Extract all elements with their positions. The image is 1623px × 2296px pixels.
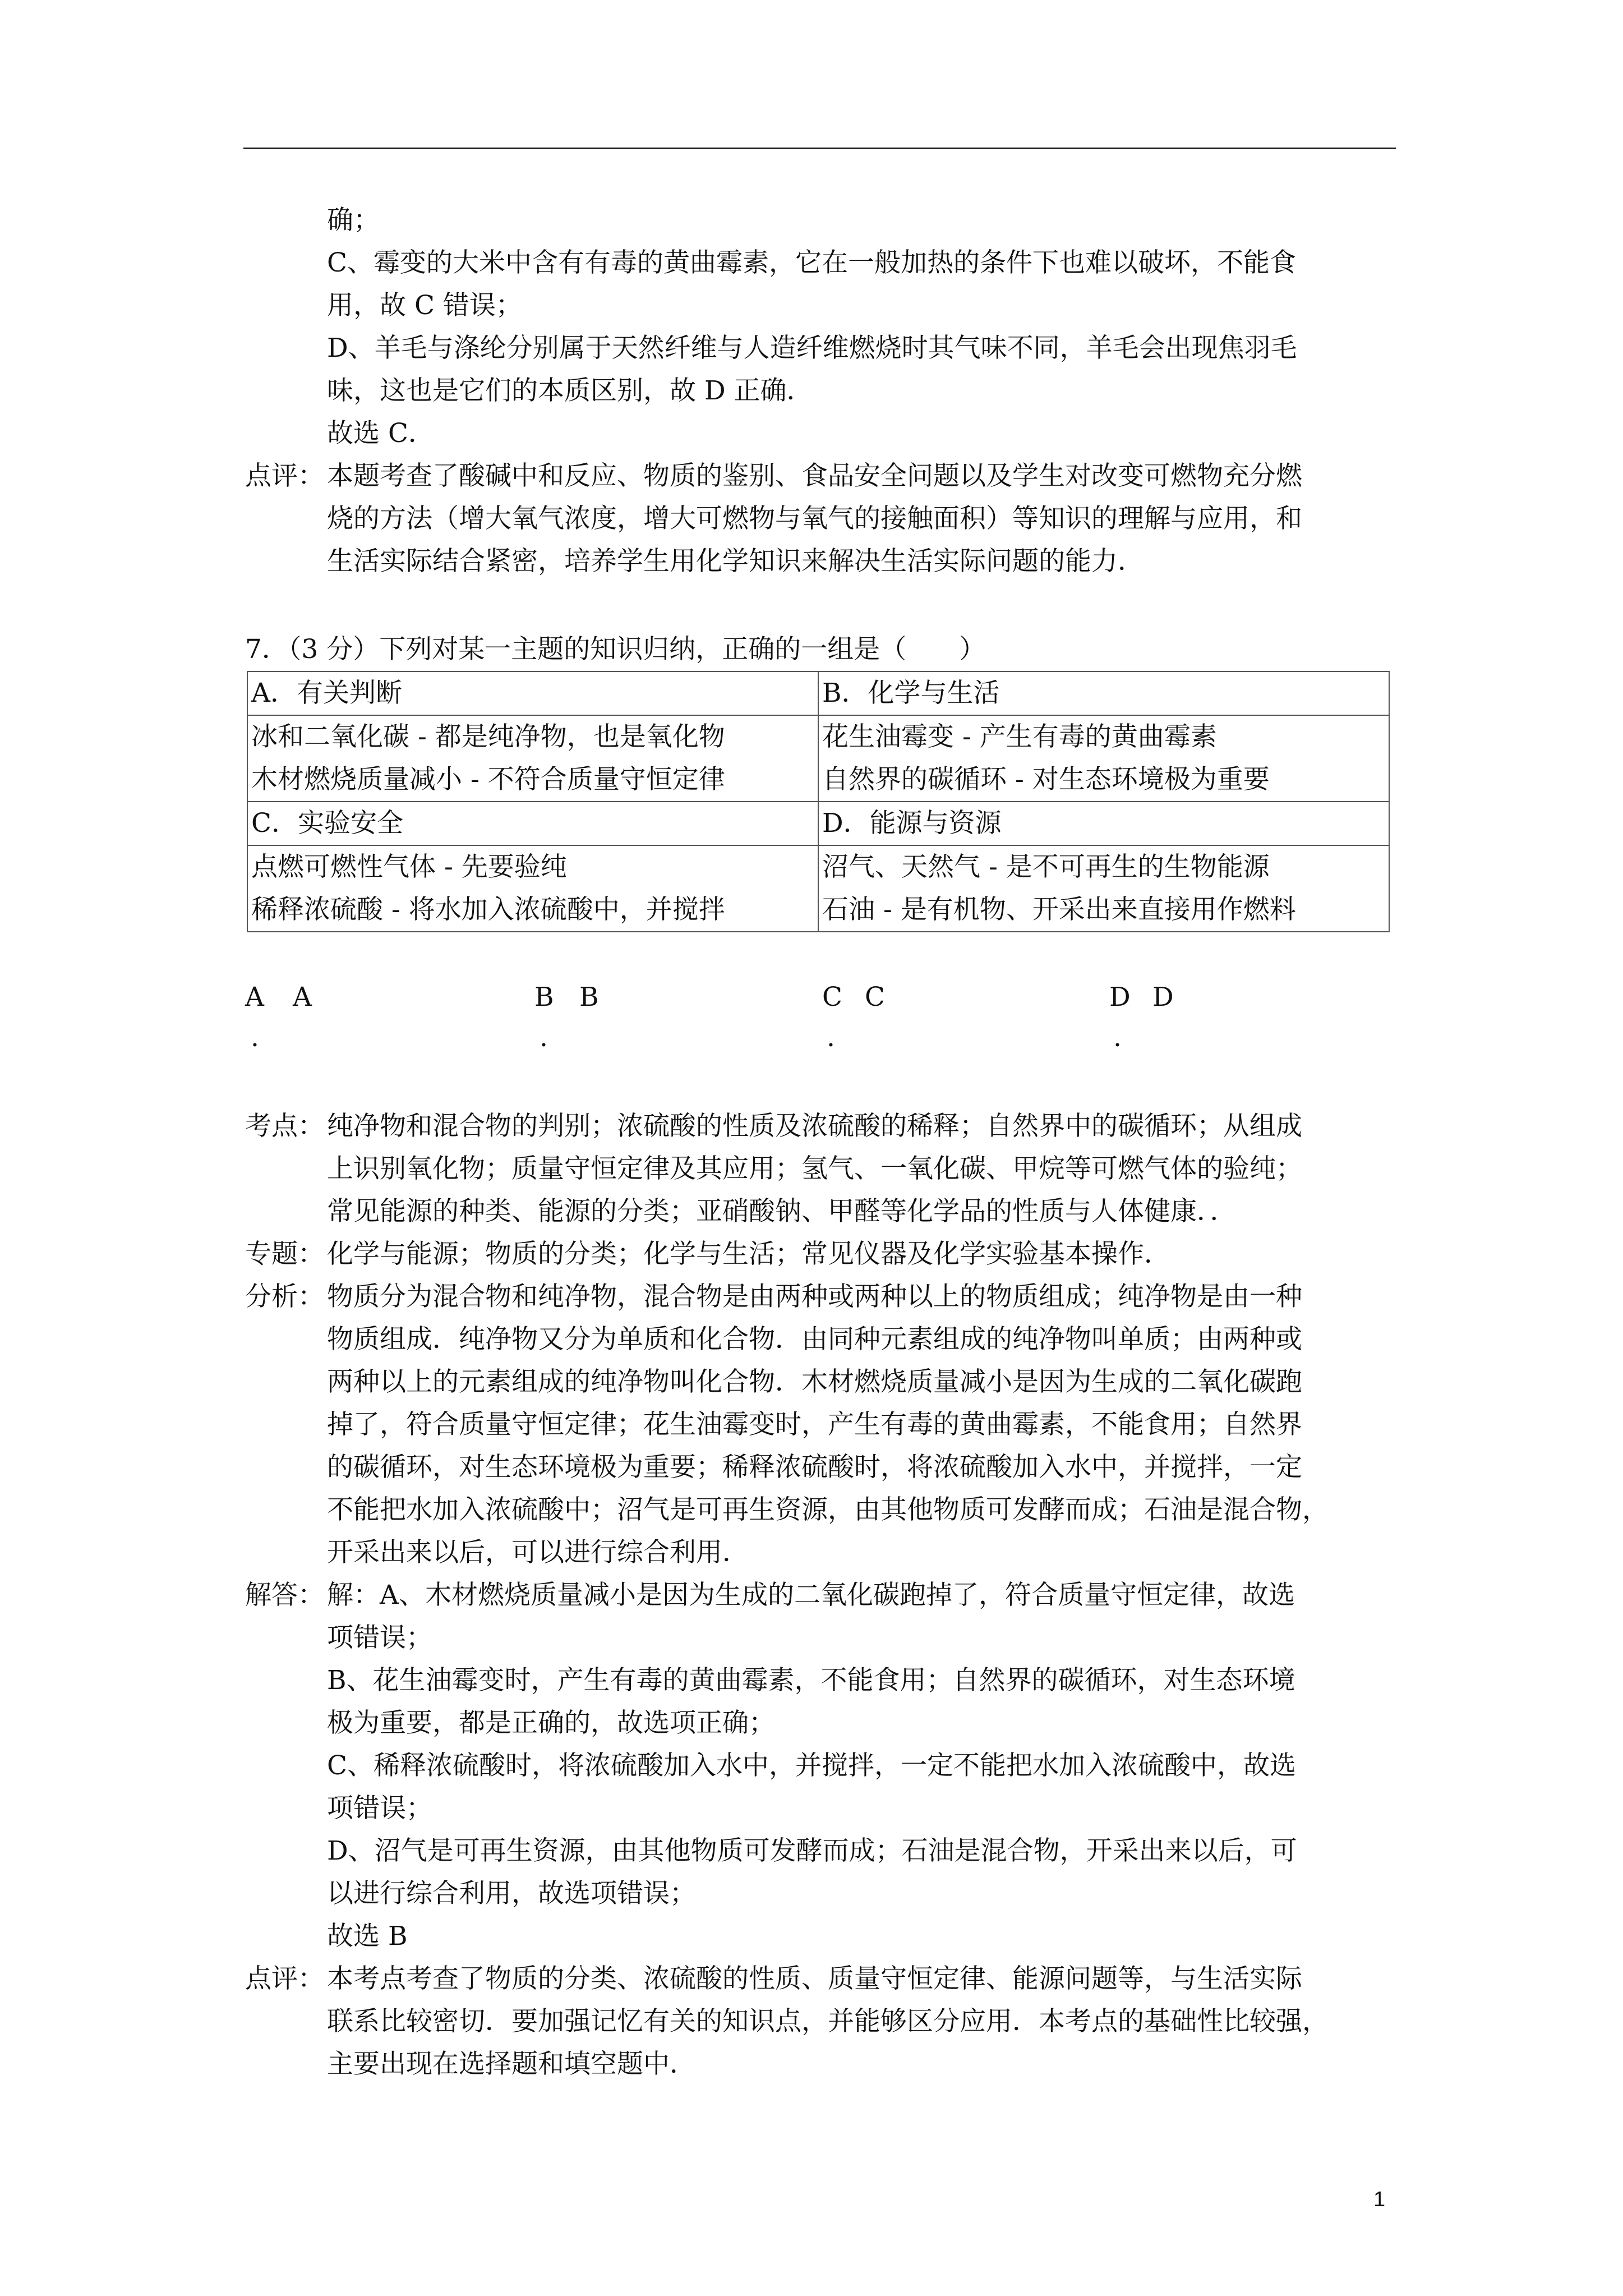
section-label: 专题： (245, 1239, 324, 1269)
prev-answer-line: 故选 C． (327, 418, 435, 449)
option-c-dot: . (827, 1022, 835, 1053)
knowledge-table (247, 671, 1390, 932)
option-a-letter: A (245, 982, 264, 1013)
question-stem: 7．（3 分）下列对某一主题的知识归纳，正确的一组是（ ） (245, 634, 986, 665)
dianping-line: 本考点考查了物质的分类、浓硫酸的性质、质量守恒定律、能源问题等，与生活实际 (327, 1963, 1302, 1994)
table-row (247, 802, 1389, 845)
jieda-line: 故选 B (327, 1921, 408, 1952)
option-d-text: D (1152, 982, 1174, 1013)
jieda-line: C、稀释浓硫酸时，将浓硫酸加入水中，并搅拌，一定不能把水加入浓硫酸中，故选 (327, 1750, 1296, 1781)
fenxi-line: 的碳循环，对生态环境极为重要；稀释浓硫酸时，将浓硫酸加入水中，并搅拌，一定 (327, 1452, 1302, 1483)
table-cell-d-head: D．能源与资源 (818, 802, 1389, 845)
jieda-line: 极为重要，都是正确的，故选项正确； (327, 1708, 775, 1738)
jieda-line: 以进行综合利用，故选项错误； (327, 1878, 696, 1909)
table-line: 石油 - 是有机物、开采出来直接用作燃料 (822, 894, 1296, 925)
table-cell-b-head: B．化学与生活 (818, 671, 1389, 715)
dianping-line: 主要出现在选择题和填空题中． (327, 2049, 696, 2079)
kaodian-line: 上识别氧化物；质量守恒定律及其应用；氢气、一氧化碳、甲烷等可燃气体的验纯； (327, 1153, 1302, 1184)
table-row (247, 671, 1389, 715)
table-row (247, 845, 1389, 932)
section-label: 分析： (245, 1281, 324, 1312)
table-cell-c-head: C．实验安全 (247, 802, 818, 845)
option-c-letter: C (822, 982, 842, 1013)
jieda-line: B、花生油霉变时，产生有毒的黄曲霉素，不能食用；自然界的碳循环，对生态环境 (327, 1665, 1295, 1696)
dianping-line: 联系比较密切．要加强记忆有关的知识点，并能够区分应用．本考点的基础性比较强， (327, 2006, 1329, 2037)
kaodian-line: 纯净物和混合物的判别；浓硫酸的性质及浓硫酸的稀释；自然界中的碳循环；从组成 (327, 1111, 1302, 1142)
prev-answer-line: 味，这也是它们的本质区别，故 D 正确． (327, 375, 813, 406)
fenxi-line: 两种以上的元素组成的纯净物叫化合物．木材燃烧质量减小是因为生成的二氧化碳跑 (327, 1366, 1302, 1397)
jieda-line: 项错误； (327, 1622, 432, 1653)
section-label: 点评： (245, 461, 324, 491)
comment-line: 本题考查了酸碱中和反应、物质的鉴别、食品安全问题以及学生对改变可燃物充分燃 (327, 461, 1302, 491)
option-d-letter: D (1109, 982, 1131, 1013)
section-label: 点评： (245, 1963, 324, 1994)
fenxi-line: 不能把水加入浓硫酸中；沼气是可再生资源，由其他物质可发酵而成；石油是混合物， (327, 1494, 1329, 1525)
option-a-dot: . (251, 1022, 259, 1053)
jieda-line: D、沼气是可再生资源，由其他物质可发酵而成；石油是混合物，开采出来以后，可 (327, 1835, 1297, 1866)
fenxi-line: 物质分为混合物和纯净物，混合物是由两种或两种以上的物质组成；纯净物是由一种 (327, 1281, 1302, 1312)
option-c-text: C (865, 982, 885, 1013)
table-line: 花生油霉变 - 产生有毒的黄曲霉素 (822, 721, 1217, 752)
table-line: 冰和二氧化碳 - 都是纯净物，也是氧化物 (251, 721, 725, 752)
table-line: 木材燃烧质量减小 - 不符合质量守恒定律 (251, 764, 725, 795)
zhuanti-line: 化学与能源；物质的分类；化学与生活；常见仪器及化学实验基本操作． (327, 1239, 1170, 1269)
table-cell-c-body (247, 845, 818, 932)
table-cell-d-body (818, 845, 1389, 932)
fenxi-line: 物质组成．纯净物又分为单质和化合物．由同种元素组成的纯净物叫单质；由两种或 (327, 1324, 1302, 1355)
table-line: 点燃可燃性气体 - 先要验纯 (251, 852, 567, 882)
table-cell-a-body (247, 715, 818, 802)
jieda-line: 解：A、木材燃烧质量减小是因为生成的二氧化碳跑掉了，符合质量守恒定律，故选 (327, 1580, 1295, 1611)
table-cell-a-head: A．有关判断 (247, 671, 818, 715)
comment-line: 烧的方法（增大氧气浓度，增大可燃物与氧气的接触面积）等知识的理解与应用，和 (327, 503, 1302, 534)
header-rule (243, 148, 1396, 149)
option-b-dot: . (540, 1022, 548, 1053)
option-d-dot: . (1113, 1022, 1122, 1053)
table-row (247, 715, 1389, 802)
fenxi-line: 掉了，符合质量守恒定律；花生油霉变时，产生有毒的黄曲霉素，不能食用；自然界 (327, 1409, 1302, 1440)
prev-answer-line: 确； (327, 205, 380, 236)
jieda-line: 项错误； (327, 1793, 432, 1824)
prev-answer-line: C、霉变的大米中含有有毒的黄曲霉素，它在一般加热的条件下也难以破坏，不能食 (327, 247, 1296, 278)
option-b-text: B (579, 982, 599, 1013)
table-cell-b-body (818, 715, 1389, 802)
prev-answer-line: D、羊毛与涤纶分别属于天然纤维与人造纤维燃烧时其气味不同，羊毛会出现焦羽毛 (327, 333, 1297, 364)
page-number: 1 (1373, 2188, 1386, 2211)
prev-answer-line: 用，故 C 错误； (327, 290, 522, 321)
fenxi-line: 开采出来以后，可以进行综合利用． (327, 1537, 749, 1568)
comment-line: 生活实际结合紧密，培养学生用化学知识来解决生活实际问题的能力． (327, 546, 1144, 577)
table-line: 沼气、天然气 - 是不可再生的生物能源 (822, 852, 1270, 882)
section-label: 考点： (245, 1111, 324, 1142)
option-b-letter: B (534, 982, 554, 1013)
section-label: 解答： (245, 1580, 324, 1611)
option-a-text: A (293, 982, 312, 1013)
table-line: 自然界的碳循环 - 对生态环境极为重要 (822, 764, 1270, 795)
kaodian-line: 常见能源的种类、能源的分类；亚硝酸钠、甲醛等化学品的性质与人体健康．． (327, 1196, 1237, 1227)
table-line: 稀释浓硫酸 - 将水加入浓硫酸中，并搅拌 (251, 894, 725, 925)
